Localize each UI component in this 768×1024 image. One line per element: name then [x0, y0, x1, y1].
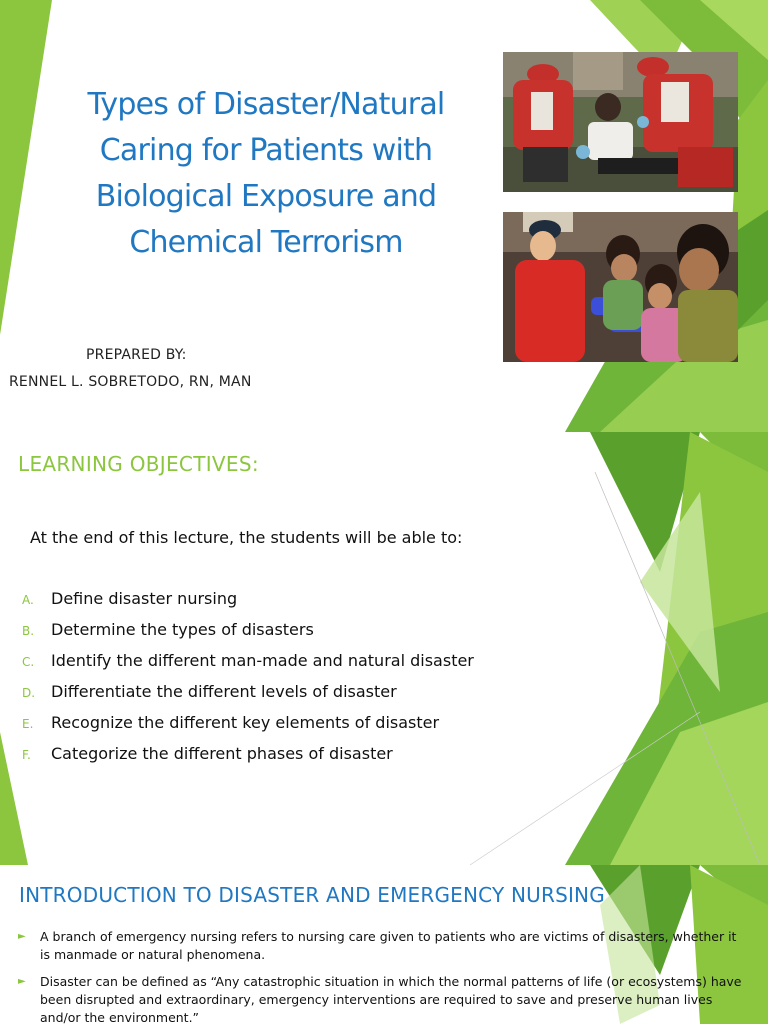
- introduction-bullets: [18, 928, 748, 1024]
- list-item: [22, 589, 474, 620]
- list-letter: C.: [22, 655, 35, 669]
- objective-text: Define disaster nursing: [51, 589, 238, 608]
- objective-text: Determine the types of disasters: [51, 620, 314, 639]
- list-item: [22, 744, 474, 775]
- rescue-workers-photo: [503, 52, 738, 192]
- objective-text: Categorize the different phases of disaster: [51, 744, 393, 763]
- list-item: [22, 713, 474, 744]
- objective-text: Recognize the different key elements of disaster: [51, 713, 440, 732]
- triangle-bullet-icon: ►: [18, 931, 26, 942]
- field-medic-photo: [503, 212, 738, 362]
- list-item: [22, 682, 474, 713]
- list-letter: A.: [22, 593, 34, 607]
- list-item: [18, 928, 748, 964]
- list-letter: F.: [22, 748, 31, 762]
- presentation-title: [52, 82, 480, 266]
- learning-objectives-heading: LEARNING OBJECTIVES:: [18, 452, 259, 476]
- list-letter: D.: [22, 686, 36, 700]
- title-line-1: Types of Disaster/Natural: [87, 87, 445, 122]
- title-line-4: Chemical Terrorism: [129, 225, 403, 260]
- prepared-by-label: PREPARED BY:: [86, 347, 187, 363]
- title-line-3: Biological Exposure and: [95, 179, 437, 214]
- objective-text: Differentiate the different levels of disaster: [51, 682, 397, 701]
- title-line-2: Caring for Patients with: [99, 133, 433, 168]
- learning-objectives-slide: [0, 432, 768, 865]
- objective-text: Identify the different man-made and natural disaster: [51, 651, 474, 670]
- author-name: RENNEL L. SOBRETODO, RN, MAN: [9, 374, 252, 390]
- list-item: [18, 973, 748, 1024]
- introduction-slide: [0, 865, 768, 1024]
- list-item: [22, 620, 474, 651]
- bullet-text: Disaster can be defined as “Any catastrophic situation in which the normal patterns of life (or ecosystems) have been disrupted and extraordinary, emergency interventions are required to save and preserve human lives and/or the environment.”: [40, 974, 742, 1024]
- objectives-intro-text: At the end of this lecture, the students will be able to:: [30, 528, 463, 547]
- title-slide: [0, 0, 768, 432]
- introduction-heading: INTRODUCTION TO DISASTER AND EMERGENCY NURSING: [19, 883, 605, 907]
- bullet-text: A branch of emergency nursing refers to nursing care given to patients who are victims of disasters, whether it is manmade or natural phenomena.: [40, 929, 737, 962]
- triangle-bullet-icon: ►: [18, 976, 26, 987]
- list-item: [22, 651, 474, 682]
- list-letter: B.: [22, 624, 35, 638]
- list-letter: E.: [22, 717, 34, 731]
- objectives-list: [22, 589, 474, 775]
